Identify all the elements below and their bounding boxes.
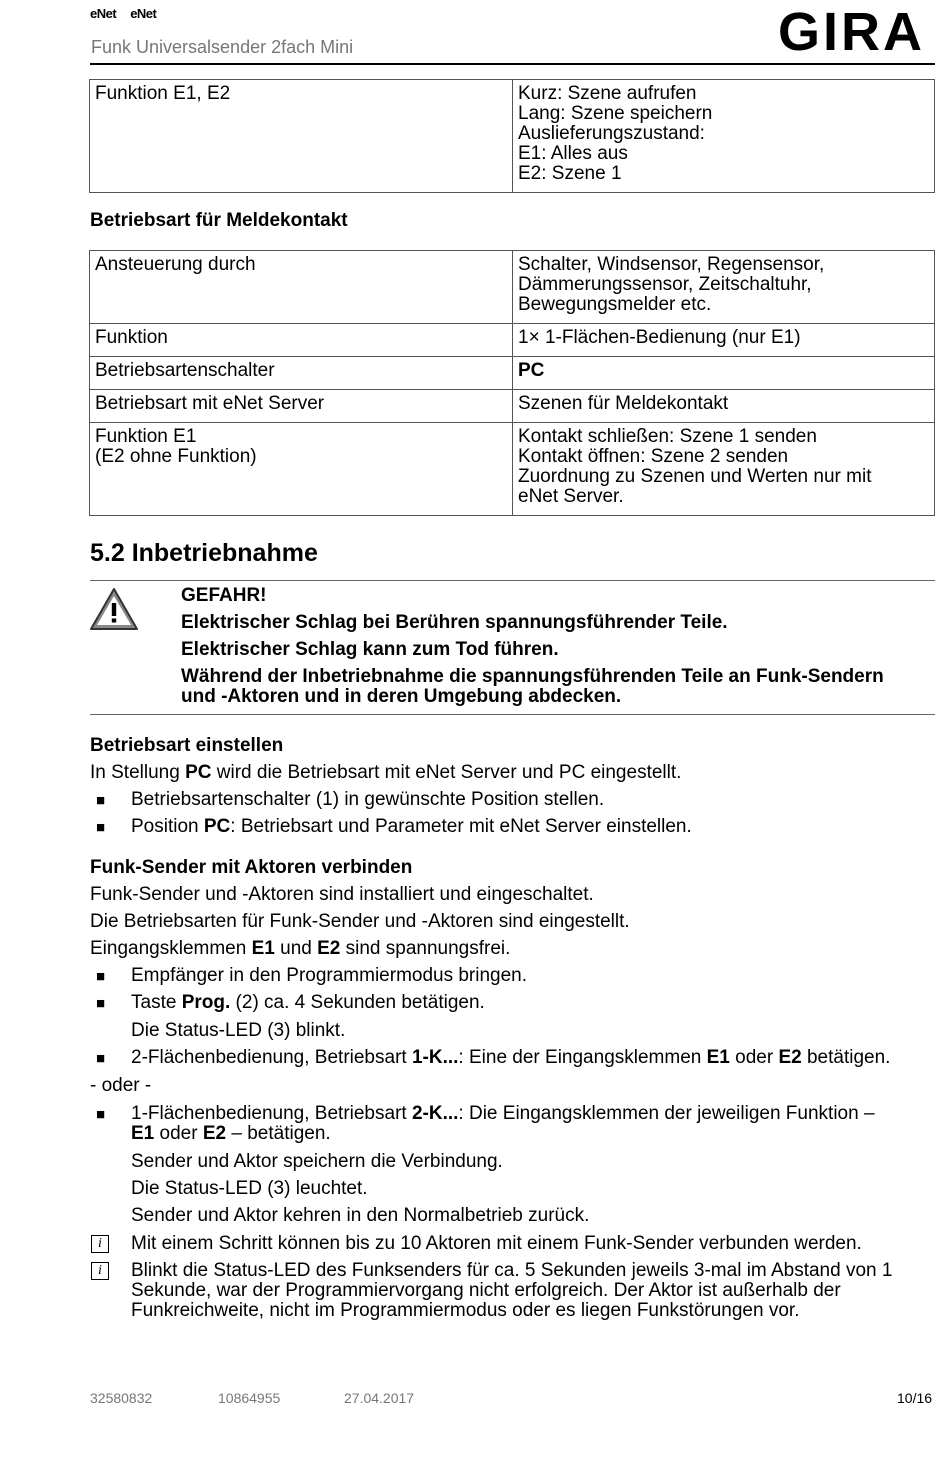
paragraph: Funk-Sender und -Aktoren sind installiert und eingeschaltet. bbox=[90, 884, 594, 905]
text-bold: 2-K... bbox=[411, 1103, 459, 1124]
footer-doc-number: 10864955 bbox=[218, 1390, 281, 1406]
step-item bbox=[131, 817, 931, 837]
cell-line: Betriebsartenschalter bbox=[95, 360, 275, 381]
table-cell bbox=[513, 251, 935, 324]
cell-line: Betriebsart mit eNet Server bbox=[95, 393, 325, 414]
warning-text: und -Aktoren und in deren Umgebung abdecken. bbox=[181, 686, 622, 707]
bullet-square-icon: ■ bbox=[96, 819, 106, 836]
cell-line: Funktion E1 bbox=[95, 426, 197, 447]
table-cell bbox=[513, 324, 935, 357]
table-cell: Funktion E1, E2 bbox=[90, 80, 513, 193]
info-note: Mit einem Schritt können bis zu 10 Aktoren mit einem Funk-Sender verbunden werden. bbox=[131, 1233, 862, 1254]
text: Eingangsklemmen bbox=[90, 938, 252, 959]
enet-logos bbox=[90, 6, 170, 21]
cell-line: Szenen für Meldekontakt bbox=[518, 393, 729, 414]
gira-logo: GIRA bbox=[778, 2, 925, 62]
text: : Eine der Eingangsklemmen bbox=[458, 1047, 707, 1068]
paragraph: Die Betriebsarten für Funk-Sender und -Aktoren sind eingestellt. bbox=[90, 911, 630, 932]
table-cell bbox=[513, 80, 935, 193]
warning-title: GEFAHR! bbox=[181, 585, 267, 606]
text: wird die Betriebsart mit eNet Server und PC eingestellt. bbox=[211, 762, 682, 783]
text-bold: E2 bbox=[202, 1123, 227, 1144]
cell-line: Auslieferungszustand: bbox=[518, 123, 705, 144]
cell-line: Kontakt öffnen: Szene 2 senden bbox=[518, 446, 789, 467]
text: (2) ca. 4 Sekunden betätigen. bbox=[230, 992, 485, 1013]
note-line: Blinkt die Status-LED des Funksenders für ca. 5 Sekunden jeweils 3-mal im Abstand von 1 bbox=[131, 1260, 893, 1281]
info-icon: i bbox=[91, 1262, 109, 1280]
warning-text: Elektrischer Schlag kann zum Tod führen. bbox=[181, 639, 559, 660]
text: und bbox=[274, 938, 318, 959]
table-row bbox=[90, 80, 935, 193]
step-result: Sender und Aktor kehren in den Normalbetrieb zurück. bbox=[131, 1205, 590, 1226]
bullet-square-icon: ■ bbox=[96, 1050, 106, 1067]
paragraph bbox=[90, 939, 510, 959]
section-heading-meldekontakt: Betriebsart für Meldekontakt bbox=[90, 210, 348, 231]
paragraph bbox=[90, 763, 681, 783]
bullet-square-icon: ■ bbox=[96, 968, 106, 985]
enet-logo: eNet bbox=[90, 6, 117, 21]
info-icon: i bbox=[91, 1235, 109, 1253]
text-bold: E1 bbox=[251, 938, 275, 959]
enet-smart-home-logo: eNet bbox=[130, 6, 157, 21]
warning-rule bbox=[90, 714, 935, 715]
footer-date: 27.04.2017 bbox=[344, 1390, 415, 1406]
note-line: Funkreichweite, nicht im Programmiermodus oder es liegen Funkstörungen vor. bbox=[131, 1300, 800, 1321]
text: In Stellung bbox=[90, 762, 186, 783]
table-cell bbox=[90, 357, 513, 390]
cell-line: Bewegungsmelder etc. bbox=[518, 294, 712, 315]
text-bold: E1 bbox=[706, 1047, 730, 1068]
text: Position bbox=[131, 816, 204, 837]
text-bold: E2 bbox=[317, 938, 341, 959]
footer-doc-number: 32580832 bbox=[90, 1390, 153, 1406]
bullet-square-icon: ■ bbox=[96, 1106, 106, 1123]
table-cell bbox=[90, 390, 513, 423]
cell-line: PC bbox=[518, 360, 545, 381]
step-result: Die Status-LED (3) leuchtet. bbox=[131, 1178, 368, 1199]
cell-line: Kontakt schließen: Szene 1 senden bbox=[518, 426, 817, 447]
text: Taste bbox=[131, 992, 182, 1013]
text: oder bbox=[729, 1047, 779, 1068]
cell-line: Zuordnung zu Szenen und Werten nur mit bbox=[518, 466, 872, 487]
table-row bbox=[90, 324, 935, 357]
warning-triangle-icon bbox=[89, 587, 139, 631]
section-rule bbox=[90, 580, 935, 581]
meldekontakt-table bbox=[89, 250, 935, 516]
text-bold: PC bbox=[203, 816, 231, 837]
text: oder bbox=[154, 1123, 203, 1144]
text-bold: PC bbox=[185, 762, 212, 783]
heading-funk-sender-verbinden: Funk-Sender mit Aktoren verbinden bbox=[90, 857, 413, 878]
bullet-square-icon: ■ bbox=[96, 792, 106, 809]
text: : Die Eingangsklemmen der jeweiligen Funktion – bbox=[458, 1103, 875, 1124]
text: : Betriebsart und Parameter mit eNet Server einstellen. bbox=[230, 816, 692, 837]
step-item: Betriebsartenschalter (1) in gewünschte Position stellen. bbox=[131, 789, 605, 810]
text: 1-Flächenbedienung, Betriebsart bbox=[131, 1103, 412, 1124]
step-result: Sender und Aktor speichern die Verbindung. bbox=[131, 1151, 503, 1172]
note-line: Sekunde, war der Programmiervorgang nicht erfolgreich. Der Aktor ist außerhalb der bbox=[131, 1280, 841, 1301]
table-cell bbox=[513, 357, 935, 390]
cell-line: Ansteuerung durch bbox=[95, 254, 256, 275]
step-item bbox=[131, 1048, 931, 1068]
text-bold: 1-K... bbox=[411, 1047, 459, 1068]
text: 2-Flächenbedienung, Betriebsart bbox=[131, 1047, 412, 1068]
function-table bbox=[89, 79, 935, 193]
table-cell bbox=[513, 423, 935, 516]
cell-line: E1: Alles aus bbox=[518, 143, 628, 164]
table-cell bbox=[513, 390, 935, 423]
warning-text: Während der Inbetriebnahme die spannungsführenden Teile an Funk-Sendern bbox=[181, 666, 884, 687]
cell-line: Schalter, Windsensor, Regensensor, bbox=[518, 254, 825, 275]
step-item bbox=[131, 993, 931, 1013]
cell-line: eNet Server. bbox=[518, 486, 624, 507]
cell-line: Kurz: Szene aufrufen bbox=[518, 83, 697, 104]
warning-text: Elektrischer Schlag bei Berühren spannungsführender Teile. bbox=[181, 612, 728, 633]
cell-line: Dämmerungssensor, Zeitschaltuhr, bbox=[518, 274, 812, 295]
table-cell bbox=[90, 251, 513, 324]
text: betätigen. bbox=[801, 1047, 891, 1068]
text-bold: E2 bbox=[778, 1047, 802, 1068]
table-cell bbox=[90, 324, 513, 357]
table-row bbox=[90, 423, 935, 516]
alternative-separator: - oder - bbox=[90, 1075, 152, 1096]
document-subtitle: Funk Universalsender 2fach Mini bbox=[91, 37, 354, 57]
bullet-square-icon: ■ bbox=[96, 995, 106, 1012]
text-bold: Prog. bbox=[181, 992, 231, 1013]
cell-line: Lang: Szene speichern bbox=[518, 103, 713, 124]
cell-line: (E2 ohne Funktion) bbox=[95, 446, 257, 467]
cell-line: E2: Szene 1 bbox=[518, 163, 622, 184]
text-bold: E1 bbox=[131, 1123, 155, 1144]
table-row bbox=[90, 357, 935, 390]
table-cell bbox=[90, 423, 513, 516]
cell-line: 1× 1-Flächen-Bedienung (nur E1) bbox=[518, 327, 801, 348]
step-result: Die Status-LED (3) blinkt. bbox=[131, 1020, 346, 1041]
table-row bbox=[90, 390, 935, 423]
heading-betriebsart-einstellen: Betriebsart einstellen bbox=[90, 735, 284, 756]
step-item: Empfänger in den Programmiermodus bringen. bbox=[131, 965, 528, 986]
page-number: 10/16 bbox=[897, 1390, 933, 1406]
section-heading-inbetriebnahme: 5.2 Inbetriebnahme bbox=[90, 539, 318, 567]
text: – betätigen. bbox=[226, 1123, 331, 1144]
cell-line: Funktion bbox=[95, 327, 168, 348]
text: sind spannungsfrei. bbox=[340, 938, 511, 959]
info-note bbox=[131, 1261, 931, 1321]
table-row bbox=[90, 251, 935, 324]
step-item bbox=[131, 1104, 931, 1144]
header-rule bbox=[90, 63, 935, 65]
